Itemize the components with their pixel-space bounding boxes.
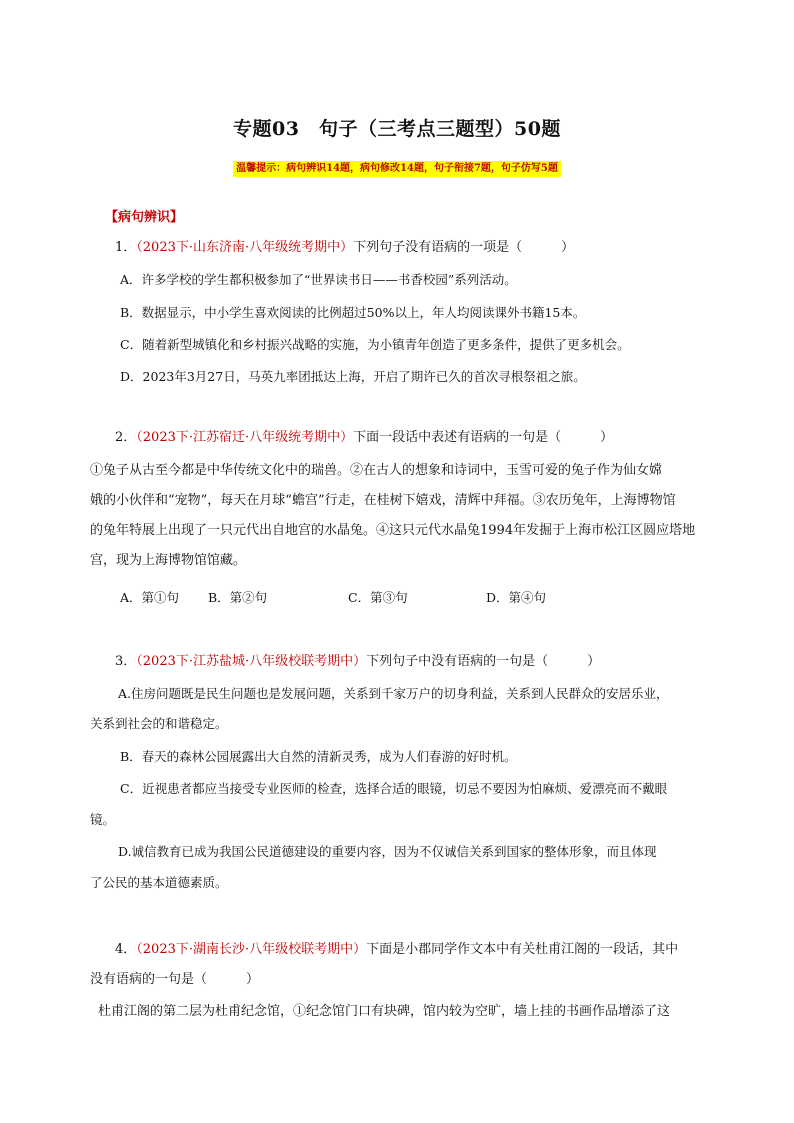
option-d: D．2023年3月27日，马英九率团抵达上海，开启了期许已久的首次寻根祭祖之旅。 (120, 369, 586, 384)
question-stem (115, 238, 574, 258)
document-title: 专题03 句子（三考点三题型）50题 (233, 118, 561, 140)
question-stem (115, 428, 613, 448)
passage-line: 娥的小伙伴和“宠物”，每天在月球“蟾宫”行走，在桂树下嬉戏，清辉中拜福。③农历兔年，上海博物馆 (90, 493, 676, 508)
option-c-cont: 镜。 (90, 812, 116, 827)
question-stem-cont: 没有语病的一句是（ ） (90, 972, 260, 987)
passage-line: 宫，现为上海博物馆馆藏。 (90, 553, 247, 568)
question-source: （2023下·湖南长沙·八年级校联考期中） (136, 942, 367, 957)
option-d: D.诚信教育已成为我国公民道德建设的重要内容，因为不仅诚信关系到国家的整体形象，而且体现 (118, 844, 657, 859)
passage-line: ①兔子从古至今都是中华传统文化中的瑞兽。②在古人的想象和诗词中，玉雪可爱的兔子作为仙女嫦 (90, 463, 663, 478)
section-heading: 【病句辨识】 (105, 210, 184, 225)
question-source: （2023下·山东济南·八年级统考期中） (136, 240, 354, 255)
option-b: B．数据显示，中小学生喜欢阅读的比例超过50%以上，年人均阅读课外书籍15本。 (120, 305, 586, 320)
question-text: 下面一段话中表述有语病的一句是（ ） (353, 430, 614, 445)
option-c: C．近视患者都应当接受专业医师的检查，选择合适的眼镜，切忌不要因为怕麻烦、爱漂亮而不戴眼 (120, 781, 668, 796)
question-text: 下列句子没有语病的一项是（ ） (353, 240, 575, 255)
question-stem (115, 940, 678, 960)
option-b: B．春天的森林公园展露出大自然的清新灵秀，成为人们春游的好时机。 (120, 749, 517, 764)
option-a: A.住房问题既是民生问题也是发展问题，关系到千家万户的切身利益，关系到人民群众的安居乐业， (118, 686, 669, 701)
choice-d: D．第④句 (486, 590, 547, 605)
tip-banner: 温馨提示：病句辨识14题，病句修改14题，句子衔接7题，句子仿写5题 (233, 161, 561, 177)
option-c: C．随着新型城镇化和乡村振兴战略的实施，为小镇青年创造了更多条件，提供了更多机会。 (120, 337, 630, 352)
question-source: （2023下·江苏宿迁·八年级统考期中） (136, 430, 354, 445)
choice-c: C．第③句 (348, 590, 408, 605)
question-text: 下面是小郡同学作文本中有关杜甫江阁的一段话，其中 (366, 942, 679, 957)
passage (90, 456, 695, 576)
passage-line: 杜甫江阁的第二层为杜甫纪念馆，①纪念馆门口有块碑，馆内较为空旷，墙上挂的书画作品增添了这 (98, 1004, 671, 1019)
choice-a: A．第①句 (120, 590, 180, 605)
choices-row (120, 588, 546, 608)
option-d-cont: 了公民的基本道德素质。 (90, 875, 228, 890)
question-stem (115, 652, 600, 672)
question-text: 下列句子中没有语病的一句是（ ） (366, 654, 601, 669)
option-a-cont: 关系到社会的和谐稳定。 (90, 716, 228, 731)
question-number: 4． (115, 942, 137, 957)
question-number: 2． (115, 430, 137, 445)
tip-wrapper (0, 160, 794, 177)
question-number: 1． (115, 240, 137, 255)
passage-line: 的兔年特展上出现了一只元代出自地宫的水晶兔。④这只元代水晶兔1994年发掘于上海市松江区圆应塔地 (90, 523, 696, 538)
question-source: （2023下·江苏盐城·八年级校联考期中） (136, 654, 367, 669)
option-a: A．许多学校的学生都积极参加了“世界读书日——书香校园”系列活动。 (120, 272, 517, 287)
question-number: 3． (115, 654, 137, 669)
choice-b: B．第②句 (208, 590, 268, 605)
